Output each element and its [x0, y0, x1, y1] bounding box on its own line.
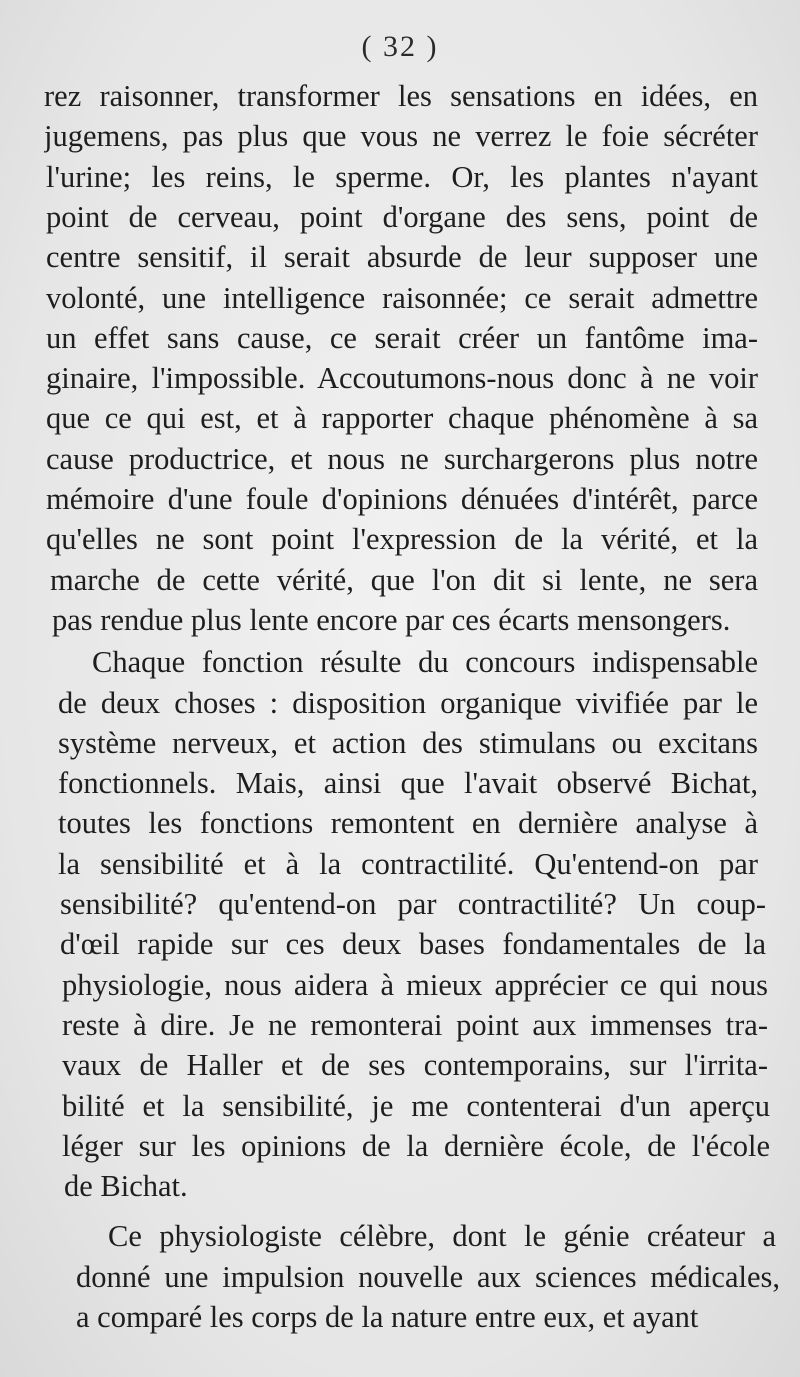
text-line: reste à dire. Je ne remonterai point aux immenses tra-	[62, 1007, 768, 1042]
text-line: système nerveux, et action des stimulans ou excitans	[58, 725, 758, 760]
text-line: qu'elles ne sont point l'expression de la vérité, et la	[46, 522, 758, 557]
text-line: volonté, une intelligence raisonnée; ce serait admettre	[46, 280, 758, 315]
text-line: donné une impulsion nouvelle aux sciences médicales,	[76, 1259, 780, 1294]
text-line: rez raisonner, transformer les sensations en idées, en	[44, 79, 758, 113]
text-line: Ce physiologiste célèbre, dont le génie créateur a	[108, 1219, 776, 1254]
text-line: que ce qui est, et à rapporter chaque phénomène à sa	[46, 401, 758, 436]
text-line: Chaque fonction résulte du concours indispensable	[92, 645, 758, 680]
text-line: l'urine; les reins, le sperme. Or, les plantes n'ayant	[46, 159, 758, 194]
text-line: d'œil rapide sur ces deux bases fondamentales de la	[60, 927, 766, 962]
text-line: vaux de Haller et de ses contemporains, sur l'irrita-	[62, 1048, 768, 1083]
text-line: mémoire d'une foule d'opinions dénuées d'intérêt, parce	[46, 482, 758, 516]
text-line: jugemens, pas plus que vous ne verrez le foie sécréter	[44, 119, 758, 154]
text-line: centre sensitif, il serait absurde de leur supposer une	[46, 240, 758, 275]
text-line: point de cerveau, point d'organe des sens, point de	[46, 199, 758, 234]
text-line: ginaire, l'impossible. Accoutumons-nous donc à ne voir	[46, 361, 758, 396]
text-line: a comparé les corps de la nature entre eux, et ayant	[76, 1300, 699, 1334]
text-line: de Bichat.	[64, 1169, 188, 1204]
text-line: cause productrice, et nous ne surchargerons plus notre	[46, 441, 758, 476]
text-line: marche de cette vérité, que l'on dit si lente, ne sera	[50, 562, 758, 597]
text-line: de deux choses : disposition organique vivifiée par le	[58, 685, 758, 720]
page-number: ( 32 )	[361, 30, 439, 63]
text-line: la sensibilité et à la contractilité. Qu'entend-on par	[58, 846, 758, 881]
text-line: pas rendue plus lente encore par ces écarts mensongers.	[52, 602, 731, 637]
text-line: léger sur les opinions de la dernière école, de l'école	[62, 1128, 770, 1163]
text-line: toutes les fonctions remontent en dernière analyse à	[58, 806, 758, 841]
text-line: physiologie, nous aidera à mieux apprécier ce qui nous	[62, 967, 768, 1002]
text-line: sensibilité? qu'entend-on par contractilité? Un coup-	[60, 887, 766, 921]
text-line: fonctionnels. Mais, ainsi que l'avait observé Bichat,	[58, 766, 758, 801]
text-line: un effet sans cause, ce serait créer un fantôme ima-	[46, 320, 758, 355]
text-line: bilité et la sensibilité, je me contenterai d'un aperçu	[62, 1088, 770, 1123]
